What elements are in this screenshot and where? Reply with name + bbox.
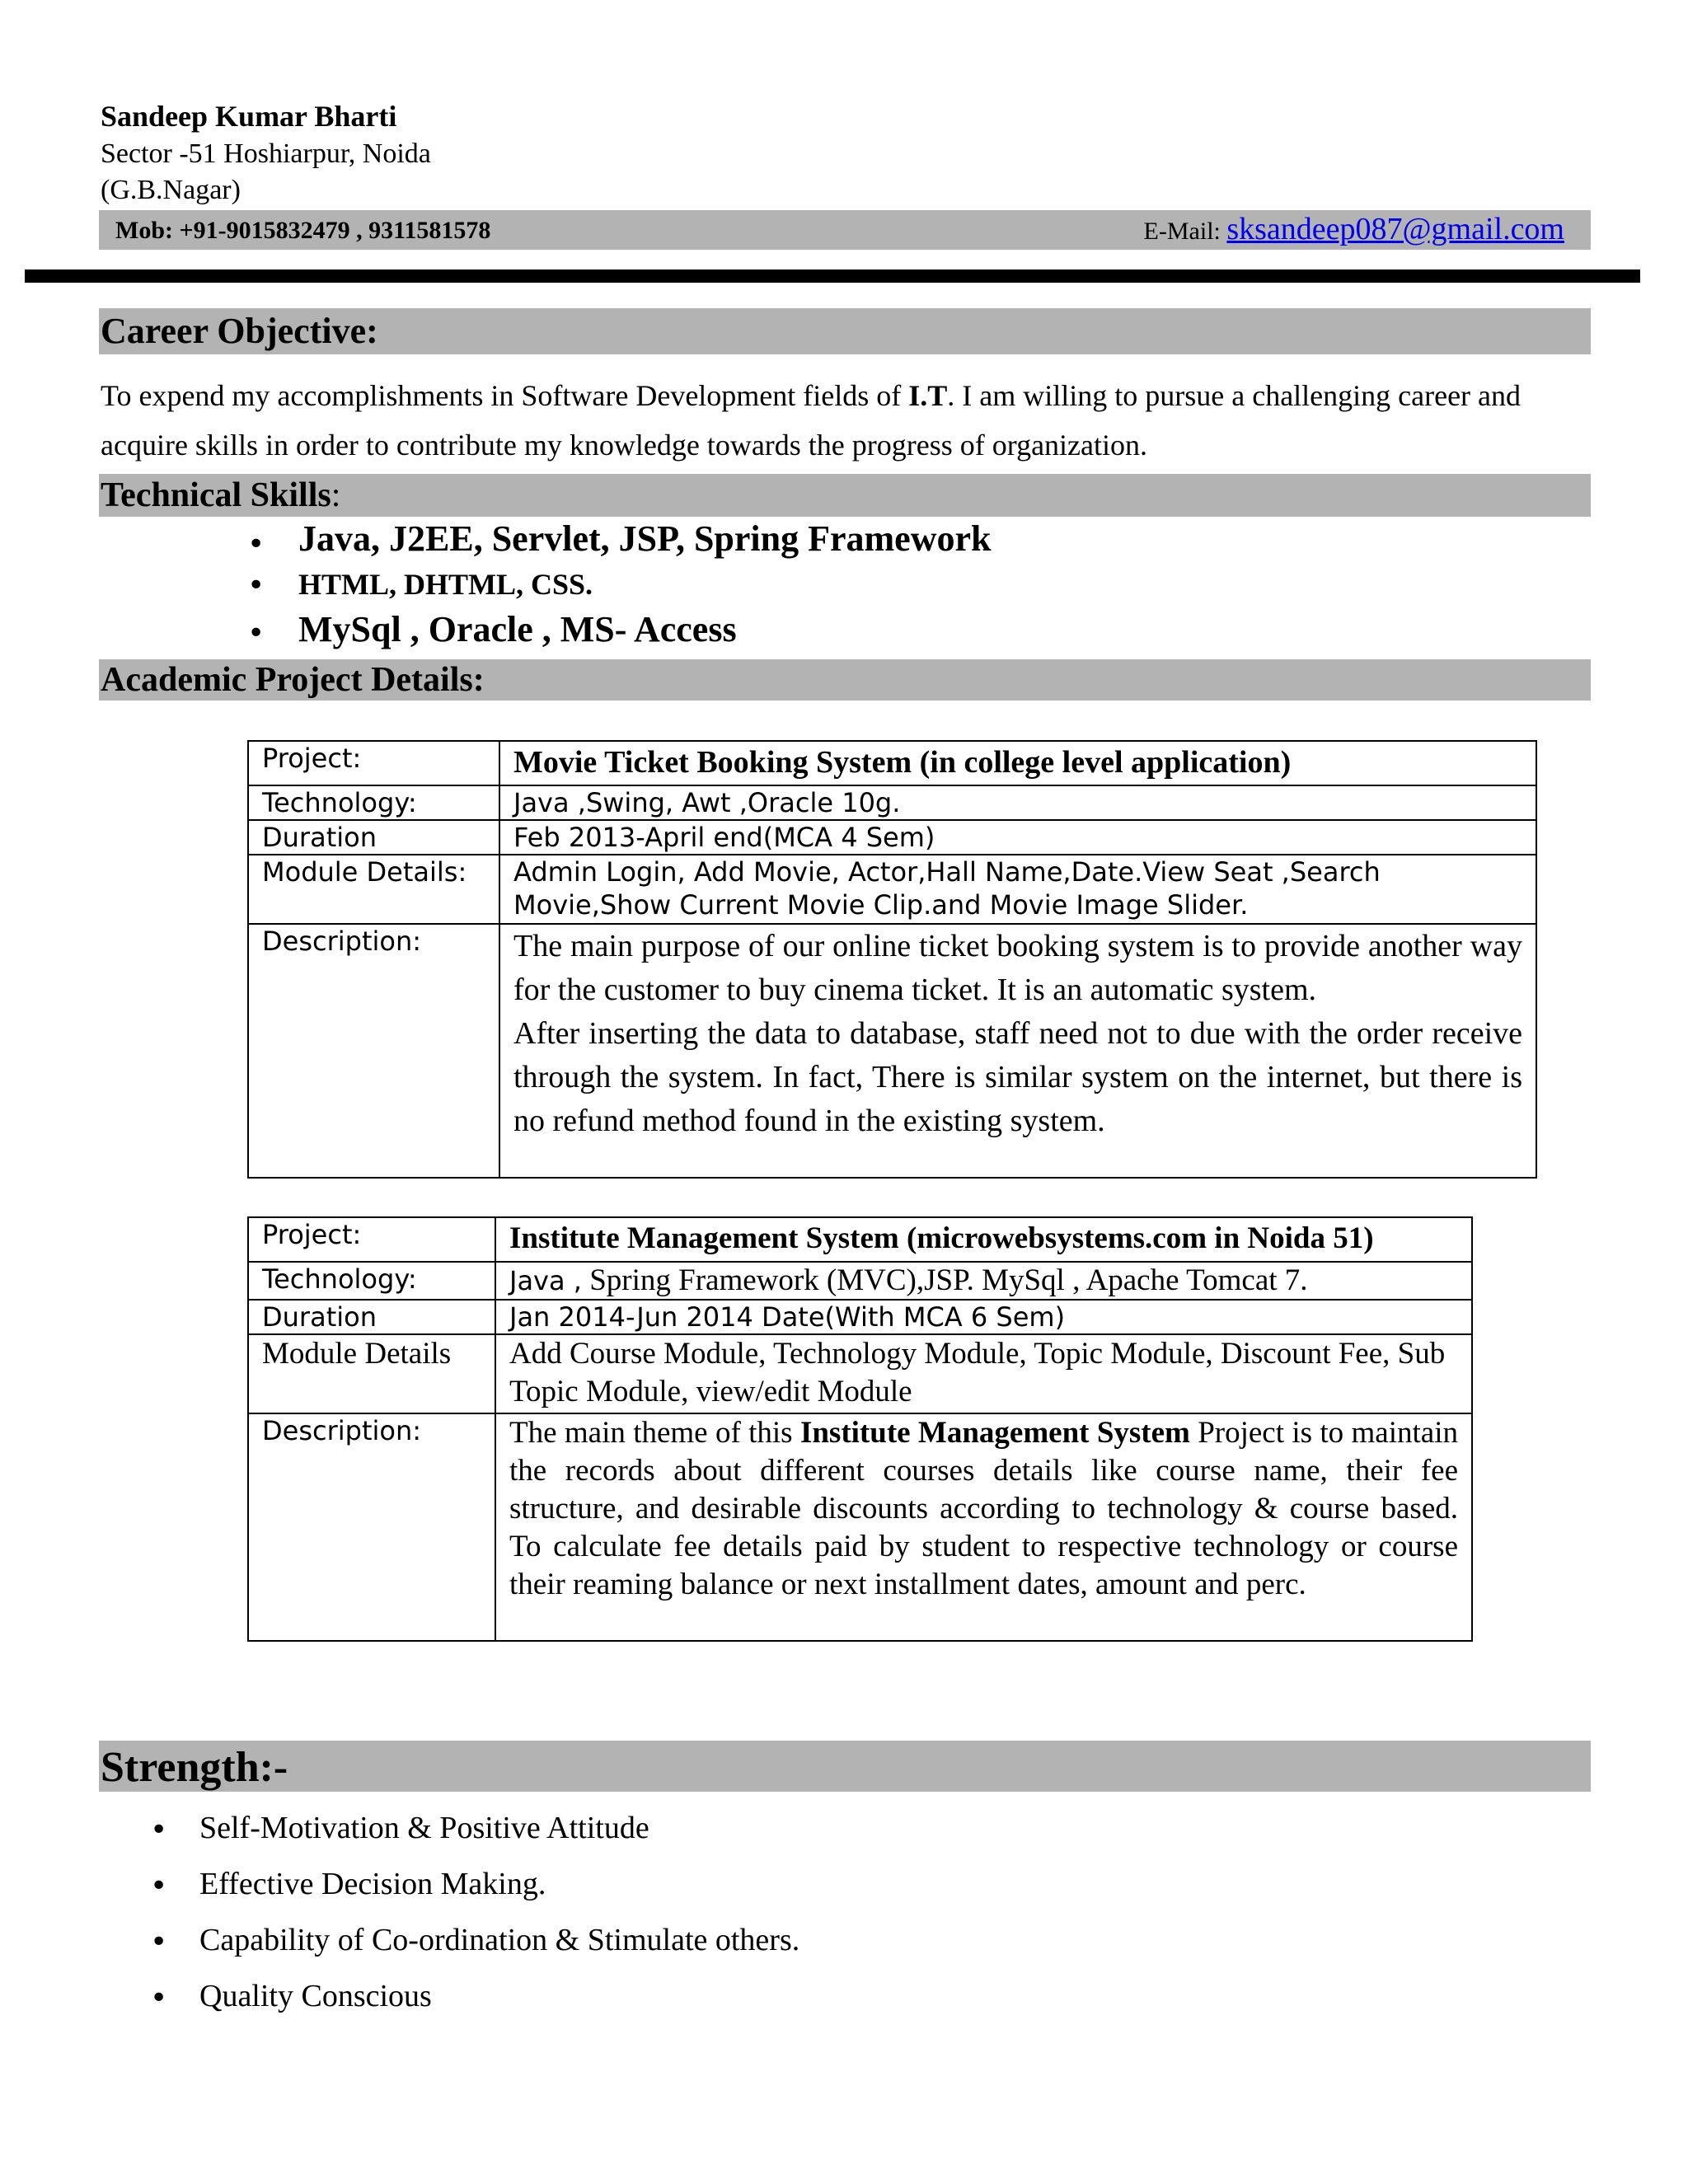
table-row: [248, 855, 1536, 924]
bullet-icon: •: [247, 616, 265, 650]
project-label: Project:: [248, 741, 499, 785]
career-text-bold: I.T: [908, 379, 948, 412]
bullet-icon: •: [150, 1813, 168, 1847]
technical-skills-heading: [99, 474, 1591, 517]
bullet-icon: •: [150, 1981, 168, 2015]
skill-item: HTML, DHTML, CSS.: [298, 568, 593, 601]
technology-value: [495, 1262, 1472, 1300]
bullet-icon: •: [247, 569, 265, 602]
description-paragraph-1: The main purpose of our online ticket booking system is to provide another way for the customer to buy cinema ticket. It is an automatic system.: [513, 929, 1522, 1007]
address-line-2: (G.B.Nagar): [101, 175, 241, 205]
duration-label: Duration: [248, 1300, 495, 1334]
project-2-table: [247, 1216, 1473, 1642]
module-label: Module Details:: [248, 855, 499, 924]
mobile-numbers: Mob: +91-9015832479 , 9311581578: [115, 217, 491, 244]
technical-skills-colon: :: [331, 476, 341, 514]
strength-heading: Strength:-: [99, 1741, 1591, 1792]
strength-item: Quality Conscious: [199, 1979, 432, 2013]
table-row: [248, 1334, 1472, 1413]
address-line-1: Sector -51 Hoshiarpur, Noida: [101, 138, 431, 169]
candidate-name: Sandeep Kumar Bharti: [101, 100, 397, 133]
description-value: [499, 924, 1536, 1178]
bullet-icon: •: [150, 1925, 168, 1959]
project-title: Institute Management System (microwebsystems.com in Noida 51): [495, 1217, 1472, 1262]
table-row: [248, 1300, 1472, 1334]
bullet-icon: •: [247, 527, 265, 561]
strength-item: Effective Decision Making.: [199, 1867, 546, 1901]
description-value: [495, 1413, 1472, 1641]
module-value: Add Course Module, Technology Module, Topic Module, Discount Fee, Sub Topic Module, view/edit Module: [495, 1334, 1472, 1413]
strength-item: Self-Motivation & Positive Attitude: [199, 1811, 649, 1845]
email-label: E-Mail:: [1143, 218, 1227, 245]
career-text-1: To expend my accomplishments in Software Development fields of: [101, 379, 909, 412]
table-row: [248, 820, 1536, 855]
technical-skills-title: Technical Skills: [101, 476, 331, 514]
duration-value: Jan 2014-Jun 2014 Date(With MCA 6 Sem): [495, 1300, 1472, 1334]
strength-item: Capability of Co-ordination & Stimulate others.: [199, 1923, 800, 1957]
description-text-bold: Institute Management System: [799, 1416, 1190, 1450]
technology-label: Technology:: [248, 785, 499, 820]
header-divider: [25, 269, 1640, 283]
email-link[interactable]: sksandeep087@gmail.com: [1226, 212, 1564, 246]
table-row: [248, 1262, 1472, 1300]
project-1-table: [247, 740, 1537, 1179]
technology-label: Technology:: [248, 1262, 495, 1300]
technology-value-part-2: Spring Framework (MVC),JSP. MySql , Apache Tomcat 7.: [581, 1263, 1308, 1297]
academic-projects-heading: Academic Project Details:: [99, 659, 1591, 701]
project-label: Project:: [248, 1217, 495, 1262]
table-row: [248, 1413, 1472, 1641]
technology-value-part-1: Java ,: [509, 1265, 582, 1296]
duration-value: Feb 2013-April end(MCA 4 Sem): [499, 820, 1536, 855]
bullet-icon: •: [150, 1869, 168, 1903]
skill-item: MySql , Oracle , MS- Access: [298, 609, 737, 649]
description-label: Description:: [248, 1413, 495, 1641]
description-paragraph-2: After inserting the data to database, staff need not to due with the order receive through the system. In fact, There is similar system on the internet, but there is no refund method found in the existing system.: [513, 1016, 1522, 1138]
description-text-1: The main theme of this: [509, 1416, 800, 1450]
table-row: [248, 1217, 1472, 1262]
module-label: Module Details: [248, 1334, 495, 1413]
description-text-2: Project is to maintain the records about different courses details like course name, their fee structure, and desirable discounts according to technology & course based. To calculate fee details paid by student to respective technology or course their reaming balance or next installment dates, amount and perc.: [509, 1416, 1458, 1601]
duration-label: Duration: [248, 820, 499, 855]
skill-item: Java, J2EE, Servlet, JSP, Spring Framework: [298, 518, 992, 559]
table-row: [248, 785, 1536, 820]
email-block: [1144, 211, 1564, 247]
module-value: Admin Login, Add Movie, Actor,Hall Name,Date.View Seat ,Search Movie,Show Current Movie Clip.and Movie Image Slider.: [499, 855, 1536, 924]
table-row: [248, 924, 1536, 1178]
description-label: Description:: [248, 924, 499, 1178]
table-row: [248, 741, 1536, 785]
technology-value: Java ,Swing, Awt ,Oracle 10g.: [499, 785, 1536, 820]
project-title: Movie Ticket Booking System (in college level application): [499, 741, 1536, 785]
career-objective-text: [101, 371, 1584, 470]
career-objective-heading: Career Objective:: [99, 308, 1591, 354]
career-text-2: . I am willing to pursue a challenging career and acquire skills in order to contribute my knowledge towards the progress of organization.: [101, 379, 1522, 462]
